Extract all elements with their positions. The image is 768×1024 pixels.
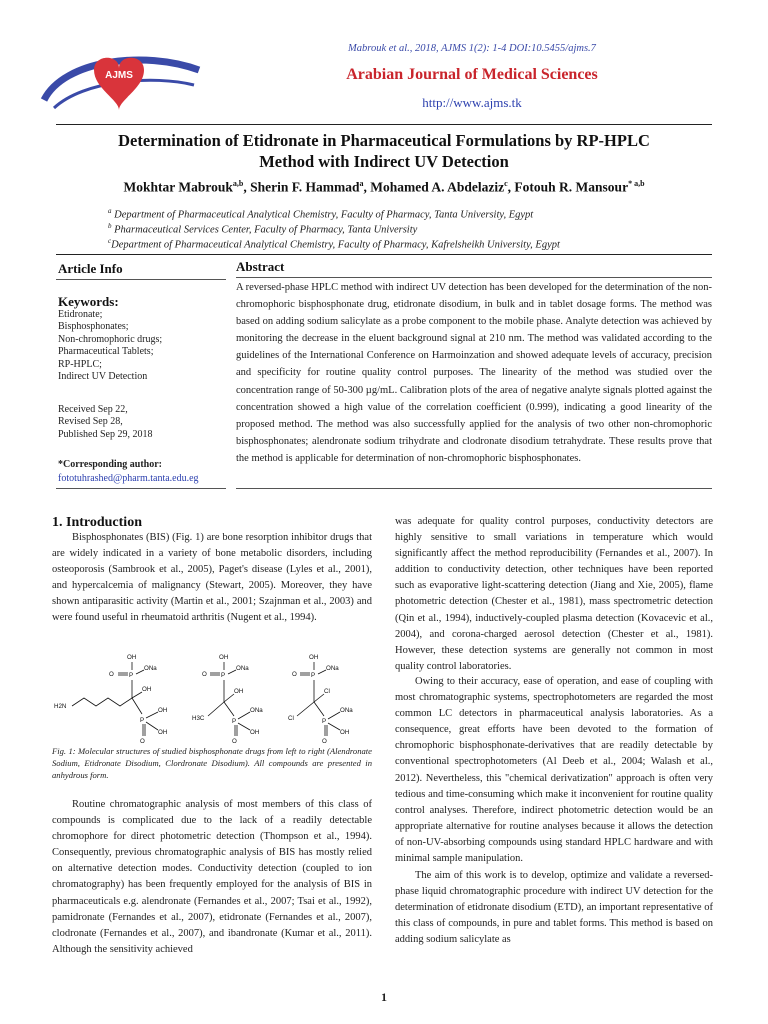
- phosphorus-label: P: [322, 718, 327, 725]
- hydroxyl-label: OH: [219, 654, 229, 661]
- author-affil-mark: a,b: [232, 179, 244, 188]
- author-affil-mark: * a,b: [628, 179, 645, 188]
- citation-line: Mabrouk et al., 2018, AJMS 1(2): 1-4 DOI:10.5455/ajms.7: [348, 43, 596, 54]
- hydroxyl-label: OH: [127, 654, 137, 661]
- oxygen-label: O: [140, 738, 145, 745]
- keyword: Bisphosphonates;: [58, 321, 129, 333]
- author-list: [56, 179, 712, 196]
- keyword: Indirect UV Detection: [58, 371, 148, 383]
- logo-text: AJMS: [105, 70, 133, 81]
- keyword: Etidronate;: [58, 309, 103, 320]
- affiliation-text: Pharmaceutical Services Center, Faculty of Pharmacy, Tanta University: [114, 224, 418, 236]
- figure-1-structures: [52, 650, 372, 745]
- abstract-text: A reversed-phase HPLC method with indirect UV detection has been developed for the determination of the non-chromophoric bisphosphonate drug, etidronate disodium, in bulk and in tablet dosage forms. The method was based on adding sodium salicylate as a probe component to the mobile phase. Analyte detection was achieved by monitoring the decrease in the eluent background signal at 210 nm. The method was validated according to the guidelines of the International Conference on Harmoinzation and showed adequate levels of accuracy, precision and specificity for routine quality control purposes. The linearity of the method was studied over the concentration range of 50-300 µg/mL. Calibration plots of the area of negative analyte signals plotted against the concentration showed a high value of the correlation coefficient (0.999), indicating a good linearity of the proposed method. The method was also successfully applied for the analysis of two other non-chromophoric bisphosphonates; alendronate sodium trihydrate and clodronate disodium tetrahydrate. These results prove that the method is applicable for determination of non-chromophoric bisphosphonates.: [236, 282, 712, 464]
- intro-paragraph: was adequate for quality control purposes, conductivity detectors are highly sensitive to small variations in temperature which would significantly affect the method reproducibility (Fernandes et al., 2007). In addition to conductivity detection, other techniques have been reported such as evaporative light-scattering detection (Jiang and Xie, 2005), flame photometric detection (Chester et al., 1981), mass spectrometric detection (Qin et al., 1994), inductively-coupled plasma detection (Kovacevic et al., 2004), and corona-charged aerosol detection (Chester et al., 1981). However, these detection systems are generally not common in most quality control laboratories.: [395, 516, 713, 672]
- figure-1-caption: Fig. 1: Molecular structures of studied bisphosphonate drugs from left to right (Alendronate Sodium, Etidronate Disodium, Clordronate Disodium). All compounds are presented in anhydrous form.: [52, 746, 372, 780]
- received-date: Received Sep 22,: [58, 404, 128, 415]
- abstract-divider: [236, 488, 712, 489]
- intro-paragraph: Routine chromatographic analysis of most members of this class of compounds is complicated due to the lack of a readily detectable chromophore for direct photometric detection (Thompson et al., 1994). Consequently, previous chromatographic analysis of BIS has mostly relied on alternative detection modes. Conductivity detection (coupled to ion chromatography) has been frequently employed for the analysis of BIS in pharmaceuticals e.g. alendronate (Fernandes et al., 2007; Tsai et al., 1992), pamidronate (Fernandes et al., 2007), etidronate (Fernandes et al., 2007), clodronate (Fernandes et al., 2007), and ibandronate (Kumar et al., 2011). Although the sensitivity achieved: [52, 799, 372, 955]
- corresponding-author-label: *Corresponding author:: [58, 459, 162, 470]
- author-separator: ,: [363, 179, 371, 195]
- alendronate-structure: [54, 654, 167, 745]
- article-dates: [58, 404, 228, 441]
- author-separator: ,: [507, 179, 515, 195]
- phosphorus-label: P: [232, 718, 237, 725]
- sodium-oxide-label: ONa: [236, 665, 249, 672]
- etidronate-structure: [192, 654, 263, 745]
- oxygen-label: O: [292, 671, 297, 678]
- sodium-oxide-label: ONa: [340, 707, 353, 714]
- affiliation-mark: b: [108, 222, 112, 230]
- page-number: 1: [381, 990, 387, 1004]
- affiliation-mark: c: [108, 237, 112, 245]
- keyword-list: [58, 309, 228, 383]
- intro-paragraph: The aim of this work is to develop, optimize and validate a reversed-phase liquid chromatographic procedure with indirect UV detection for the determination of etidronate disodium (ETD), an important representative of this class of compounds, in pure and tablet forms. This method is based on adding sodium salicylate as: [395, 870, 713, 946]
- phosphorus-label: P: [311, 672, 316, 679]
- info-divider: [56, 279, 226, 280]
- affiliation: [108, 237, 560, 251]
- hydroxyl-label: OH: [340, 729, 350, 736]
- affiliation: [108, 207, 533, 221]
- hydroxyl-label: OH: [158, 707, 168, 714]
- author-name: Mohamed A. Abdelaziz: [370, 179, 505, 195]
- published-date: Published Sep 29, 2018: [58, 428, 153, 440]
- hydroxyl-label: OH: [309, 654, 319, 661]
- title-line: Determination of Etidronate in Pharmaceutical Formulations by RP-HPLC: [118, 131, 650, 150]
- chlorine-label: Cl: [324, 688, 330, 695]
- journal-logo: [24, 40, 214, 120]
- article-title: [56, 130, 712, 172]
- section-divider: [56, 254, 712, 255]
- sodium-oxide-label: ONa: [326, 665, 339, 672]
- affiliation-text: Department of Pharmaceutical Analytical Chemistry, Faculty of Pharmacy, Tanta University, Egypt: [114, 209, 534, 221]
- affiliation-mark: a: [108, 207, 112, 215]
- heart-icon: [94, 58, 144, 110]
- article-info-heading: Article Info: [58, 261, 123, 276]
- author-separator: ,: [243, 179, 251, 195]
- author-name: Fotouh R. Mansour: [514, 179, 629, 195]
- keywords-heading: Keywords:: [58, 294, 119, 309]
- oxygen-label: O: [202, 671, 207, 678]
- phosphorus-label: P: [140, 717, 145, 724]
- corresponding-email-link[interactable]: fototuhrashed@pharm.tanta.edu.eg: [58, 473, 199, 484]
- methyl-label: H3C: [192, 715, 205, 722]
- clodronate-structure: [288, 654, 353, 745]
- hydroxyl-label: OH: [142, 686, 152, 693]
- phosphorus-label: P: [221, 672, 226, 679]
- info-divider: [56, 488, 226, 489]
- oxygen-label: O: [322, 738, 327, 745]
- intro-paragraph: Owing to their accuracy, ease of operation, and ease of coupling with most chromatographic systems, spectrophotometers are regarded the most common LC detectors in pharmaceutical analysis laboratories. As a consequence, great efforts have been devoted to the formation of chromophoric bisphosphonate-derivatives that are readily detectable by conventional spectrophotometers (Al Deeb et al., 2004; Walash et al., 2012). Nevertheless, this "chemical derivatization" approach is often very tedious and time-consuming which make it inconvenient for routine quality control analyses. Therefore, indirect photometric detection would be an appropriate alternative for routine analyses because it allows the detection of non-UV-absorbing compounds using standard HPLC hardware and with minimal sample manipulation.: [395, 676, 713, 865]
- abstract-heading: Abstract: [236, 259, 285, 274]
- sodium-oxide-label: ONa: [144, 665, 157, 672]
- sodium-oxide-label: ONa: [250, 707, 263, 714]
- oxygen-label: O: [232, 738, 237, 745]
- keyword: Non-chromophoric drugs;: [58, 333, 163, 345]
- amine-label: H2N: [54, 703, 67, 710]
- keyword: RP-HPLC;: [58, 358, 102, 370]
- hydroxyl-label: OH: [234, 688, 244, 695]
- author-name: Mokhtar Mabrouk: [123, 179, 233, 195]
- affiliation-text: Department of Pharmaceutical Analytical Chemistry, Faculty of Pharmacy, Kafrelsheikh University, Egypt: [111, 239, 560, 251]
- header-divider: [56, 124, 712, 125]
- hydroxyl-label: OH: [158, 729, 168, 736]
- revised-date: Revised Sep 28,: [58, 416, 123, 428]
- abstract-divider: [236, 277, 712, 278]
- journal-name: Arabian Journal of Medical Sciences: [346, 66, 598, 83]
- affiliation: [108, 222, 417, 236]
- author-name: Sherin F. Hammad: [250, 179, 360, 195]
- intro-paragraph: Bisphosphonates (BIS) (Fig. 1) are bone resorption inhibitor drugs that are widely indicated in a variety of bone metabolic disorders, including osteoporosis (Sambrook et al., 2005), Paget's disease (Lyles et al., 2001), and hypercalcemia of malignancy (Stewart, 2005). Moreover, they have shown antiparasitic activity (Martin et al., 2001; Szajnman et al., 2003) and were found useful in rheumatoid arthritis (Nugent et al., 1994).: [52, 532, 372, 624]
- journal-url-link[interactable]: http://www.ajms.tk: [422, 95, 522, 110]
- chlorine-label: Cl: [288, 715, 294, 722]
- author-affil-mark: a: [359, 179, 364, 188]
- hydroxyl-label: OH: [250, 729, 260, 736]
- title-line: Method with Indirect UV Detection: [259, 152, 509, 171]
- oxygen-label: O: [109, 671, 114, 678]
- phosphorus-label: P: [129, 672, 134, 679]
- keyword: Pharmaceutical Tablets;: [58, 346, 154, 358]
- author-affil-mark: c: [504, 179, 508, 188]
- section-heading-introduction: 1. Introduction: [52, 515, 142, 530]
